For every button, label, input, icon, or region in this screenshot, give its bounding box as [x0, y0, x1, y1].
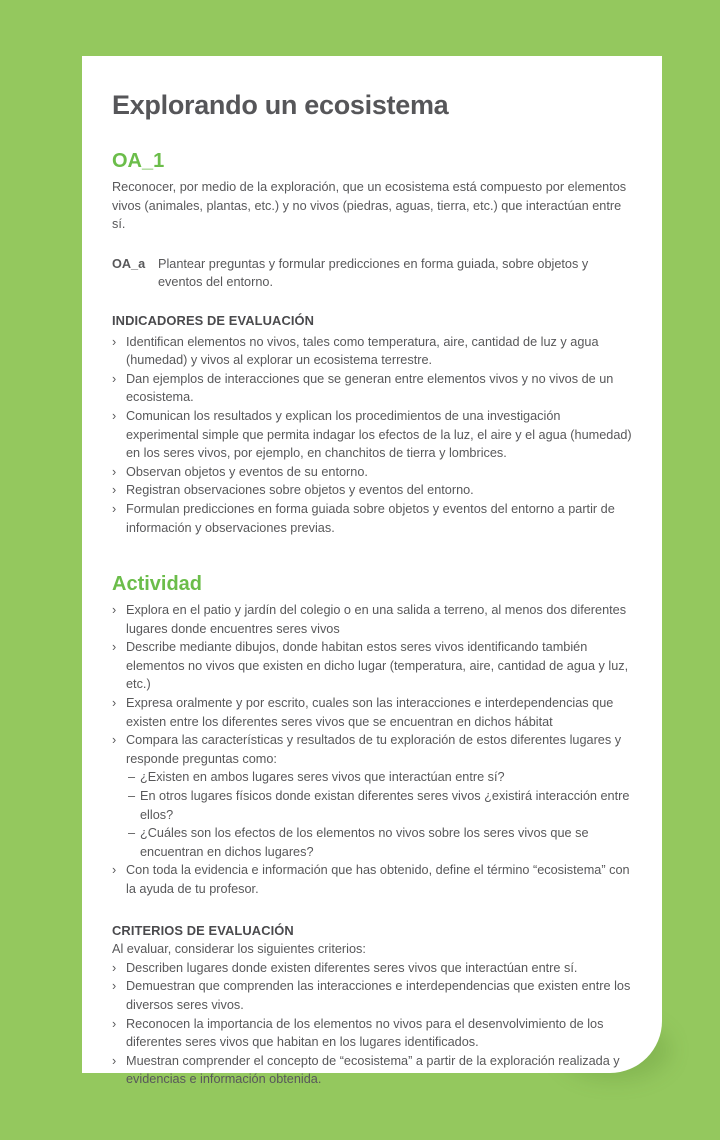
indicator-text: Comunican los resultados y explican los procedimientos de una investigación experimental simple que permita indagar los efectos de la luz, el aire y el agua (humedad) en los seres vivos, por ejemplo, en chanchitos de tierra y lombrices.	[126, 408, 632, 461]
indicadores-heading: INDICADORES DE EVALUACIÓN	[112, 312, 315, 328]
activity-text: Con toda la evidencia e información que has obtenido, define el término “ecosistema” con la ayuda de tu profesor.	[126, 863, 630, 896]
compare-questions-list	[128, 768, 635, 861]
oa1-description: Reconocer, por medio de la exploración, que un ecosistema está compuesto por elementos vivos (animales, plantas, etc.) y no vivos (piedras, aguas, tierra, etc.) que interactúan entre sí.	[112, 180, 627, 232]
indicator-item	[112, 407, 635, 463]
bullet-icon: ›	[112, 640, 117, 655]
activity-item	[112, 601, 635, 638]
activity-text: Explora en el patio y jardín del colegio o en una salida a terreno, al menos dos diferentes lugares donde encuentres seres vivos	[126, 603, 627, 636]
oa-a-description: Plantear preguntas y formular predicciones en forma guiada, sobre objetos y eventos del entorno.	[158, 256, 589, 290]
oa-a-row	[112, 255, 635, 292]
criterio-item	[112, 977, 635, 1014]
actividad-heading: Actividad	[112, 573, 203, 596]
indicator-text: Observan objetos y eventos de su entorno.	[126, 464, 368, 479]
activity-text: Describe mediante dibujos, donde habitan estos seres vivos identificando también elementos no vivos que existen en dicho lugar (temperatura, aire, cantidad de agua y luz, etc.)	[126, 640, 629, 692]
indicadores-list	[112, 333, 635, 538]
activity-text: Compara las características y resultados de tu exploración de estos diferentes lugares y responde preguntas como:	[126, 733, 622, 766]
indicator-text: Formulan predicciones en forma guiada sobre objetos y eventos del entorno a partir de información y observaciones previas.	[126, 501, 615, 535]
sub-question-text: En otros lugares físicos donde existan diferentes seres vivos ¿existirá interacción entre ellos?	[140, 789, 630, 822]
sub-question-item	[128, 824, 635, 861]
criterio-text: Muestran comprender el concepto de “ecosistema” a partir de la exploración realizada y evidencias e información obtenida.	[126, 1053, 620, 1087]
criterio-text: Demuestran que comprenden las interacciones e interdependencias que existen entre los diversos seres vivos.	[126, 979, 631, 1012]
page-title: Explorando un ecosistema	[112, 90, 449, 120]
criterio-item	[112, 959, 635, 978]
dash-icon: –	[128, 826, 136, 841]
indicator-text: Registran observaciones sobre objetos y eventos del entorno.	[126, 483, 474, 498]
criterio-text: Describen lugares donde existen diferentes seres vivos que interactúan entre sí.	[126, 960, 578, 975]
bullet-icon: ›	[112, 979, 117, 994]
bullet-icon: ›	[112, 334, 117, 349]
indicator-text: Dan ejemplos de interacciones que se generan entre elementos vivos y no vivos de un ecosistema.	[126, 371, 614, 405]
activity-item	[112, 861, 635, 898]
activity-item	[112, 694, 635, 731]
activity-item	[112, 731, 635, 861]
bullet-icon: ›	[112, 1053, 117, 1068]
oa1-heading: OA_1	[112, 150, 165, 172]
criterios-heading: CRITERIOS DE EVALUACIÓN	[112, 922, 294, 938]
indicator-item	[112, 333, 635, 370]
activity-item	[112, 638, 635, 694]
bullet-icon: ›	[112, 603, 117, 618]
oa-a-code: OA_a	[112, 256, 146, 271]
criterio-text: Reconocen la importancia de los elementos no vivos para el desenvolvimiento de los diferentes seres vivos que habitan en los lugares identificados.	[126, 1016, 604, 1050]
bullet-icon: ›	[112, 1016, 117, 1031]
criterio-item	[112, 1015, 635, 1052]
bullet-icon: ›	[112, 863, 117, 878]
indicator-item	[112, 500, 635, 537]
bullet-icon: ›	[112, 371, 117, 386]
indicator-item	[112, 463, 635, 482]
indicator-text: Identifican elementos no vivos, tales como temperatura, aire, cantidad de luz y agua (humedad) y vivos al explorar un ecosistema terrestre.	[126, 334, 599, 368]
bullet-icon: ›	[112, 483, 117, 498]
actividad-list	[112, 601, 635, 899]
bullet-icon: ›	[112, 408, 117, 423]
sub-question-text: ¿Cuáles son los efectos de los elementos no vivos sobre los seres vivos que se encuentran en dichos lugares?	[140, 826, 589, 859]
bullet-icon: ›	[112, 733, 117, 748]
criterios-list	[112, 959, 635, 1089]
bullet-icon: ›	[112, 464, 117, 479]
criterios-intro: Al evaluar, considerar los siguientes criterios:	[112, 942, 366, 957]
bullet-icon: ›	[112, 696, 117, 711]
sub-question-item	[128, 768, 635, 787]
bullet-icon: ›	[112, 960, 117, 975]
criterio-item	[112, 1052, 635, 1089]
dash-icon: –	[128, 770, 136, 785]
sub-question-item	[128, 787, 635, 824]
activity-text: Expresa oralmente y por escrito, cuales son las interacciones e interdependencias que existen entre los diferentes seres vivos que se encuentran en dichos hábitat	[126, 696, 614, 729]
indicator-item	[112, 370, 635, 407]
bullet-icon: ›	[112, 501, 117, 516]
document-page	[82, 56, 662, 1087]
dash-icon: –	[128, 789, 136, 804]
indicator-item	[112, 481, 635, 500]
sub-question-text: ¿Existen en ambos lugares seres vivos que interactúan entre sí?	[140, 770, 505, 785]
